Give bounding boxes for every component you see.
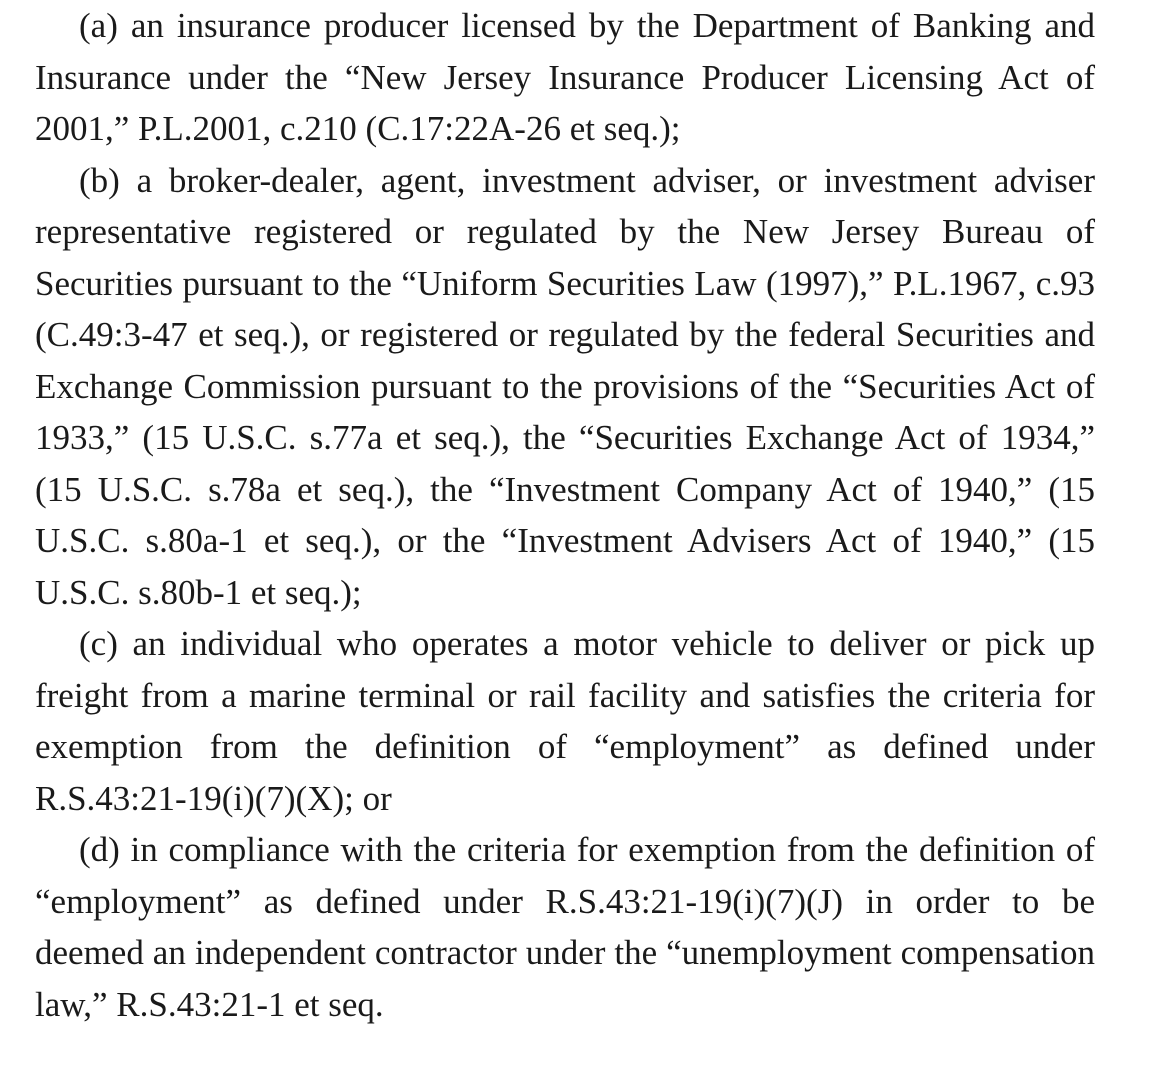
paragraph-a: (a) an insurance producer licensed by the Department of Banking and Insurance under the “New Jersey Insurance Producer Licensing Act of 2001,” P.L.2001, c.210 (C.17:22A-26 et seq.); <box>35 6 1095 148</box>
paragraph-d: (d) in compliance with the criteria for exemption from the definition of “employment” as defined under R.S.43:21-19(i)(7)(J) in order to be deemed an independent contractor under the “unemployment compensation law,” R.S.43:21-1 et seq. <box>35 830 1095 1024</box>
paragraph-b: (b) a broker-dealer, agent, investment adviser, or investment adviser representative registered or regulated by the New Jersey Bureau of Securities pursuant to the “Uniform Securities Law (1997),” P.L.1967, c.93 (C.49:3-47 et seq.), or registered or regulated by the federal Securities and Exchange Commission pursuant to the provisions of the “Securities Act of 1933,” (15 U.S.C. s.77a et seq.), the “Securities Exchange Act of 1934,” (15 U.S.C. s.78a et seq.), the “Investment Company Act of 1940,” (15 U.S.C. s.80a-1 et seq.), or the “Investment Advisers Act of 1940,” (15 U.S.C. s.80b-1 et seq.); <box>35 160 1095 612</box>
paragraph-c: (c) an individual who operates a motor vehicle to deliver or pick up freight from a marine terminal or rail facility and satisfies the criteria for exemption from the definition of “employment” as defined under R.S.43:21-19(i)(7)(X); or <box>35 624 1095 818</box>
document-body <box>35 0 1095 1030</box>
